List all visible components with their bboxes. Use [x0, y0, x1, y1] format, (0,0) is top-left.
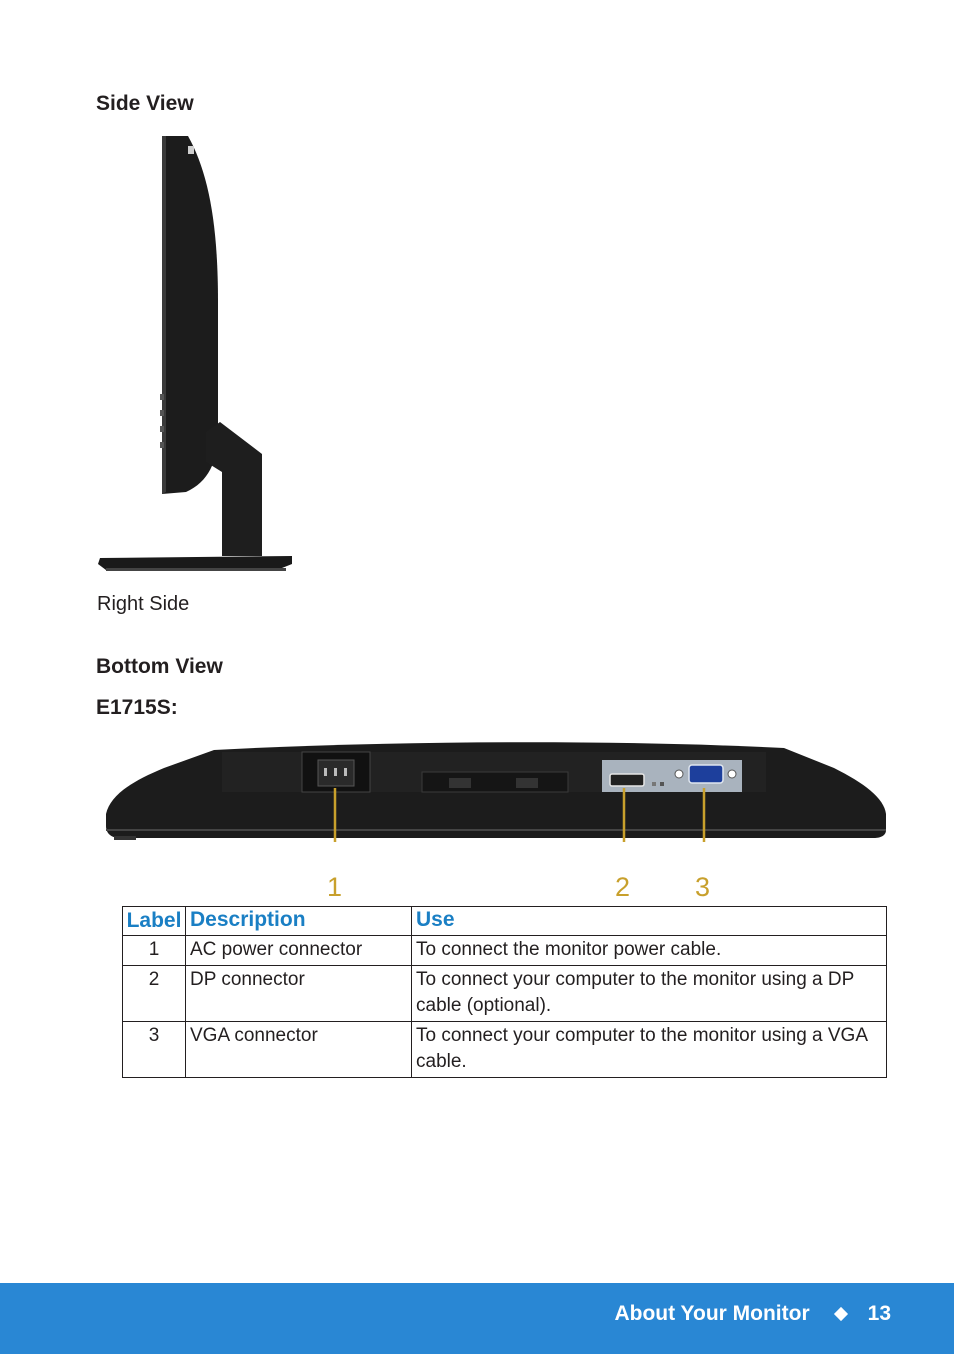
monitor-bottom-view-image [104, 738, 888, 842]
row-description: DP connector [186, 966, 412, 1022]
model-label: E1715S: [96, 696, 178, 719]
side-view-heading: Side View [96, 92, 194, 115]
connector-table [122, 906, 887, 1078]
column-header-label: Label [123, 907, 186, 936]
bottom-view-heading: Bottom View [96, 655, 223, 678]
diamond-separator-icon [834, 1307, 848, 1321]
side-view-caption: Right Side [97, 593, 190, 615]
row-use: To connect your computer to the monitor using a VGA cable. [412, 1022, 887, 1078]
footer-content [614, 1302, 891, 1326]
row-use: To connect the monitor power cable. [412, 936, 887, 966]
row-label: 2 [123, 966, 186, 1022]
row-label: 1 [123, 936, 186, 966]
table-row [123, 1022, 887, 1078]
callout-2: 2 [615, 872, 631, 902]
column-header-use: Use [412, 907, 887, 936]
callout-1: 1 [327, 872, 343, 902]
table-header-row [123, 907, 887, 936]
page-footer [0, 1283, 954, 1354]
row-description: AC power connector [186, 936, 412, 966]
page-number: 13 [867, 1302, 891, 1325]
table-row [123, 966, 887, 1022]
row-label: 3 [123, 1022, 186, 1078]
table-row [123, 936, 887, 966]
monitor-side-view-image [96, 132, 296, 577]
row-use: To connect your computer to the monitor using a DP cable (optional). [412, 966, 887, 1022]
footer-section-title: About Your Monitor [614, 1302, 810, 1325]
column-header-description: Description [186, 907, 412, 936]
row-description: VGA connector [186, 1022, 412, 1078]
callout-3: 3 [695, 872, 711, 902]
